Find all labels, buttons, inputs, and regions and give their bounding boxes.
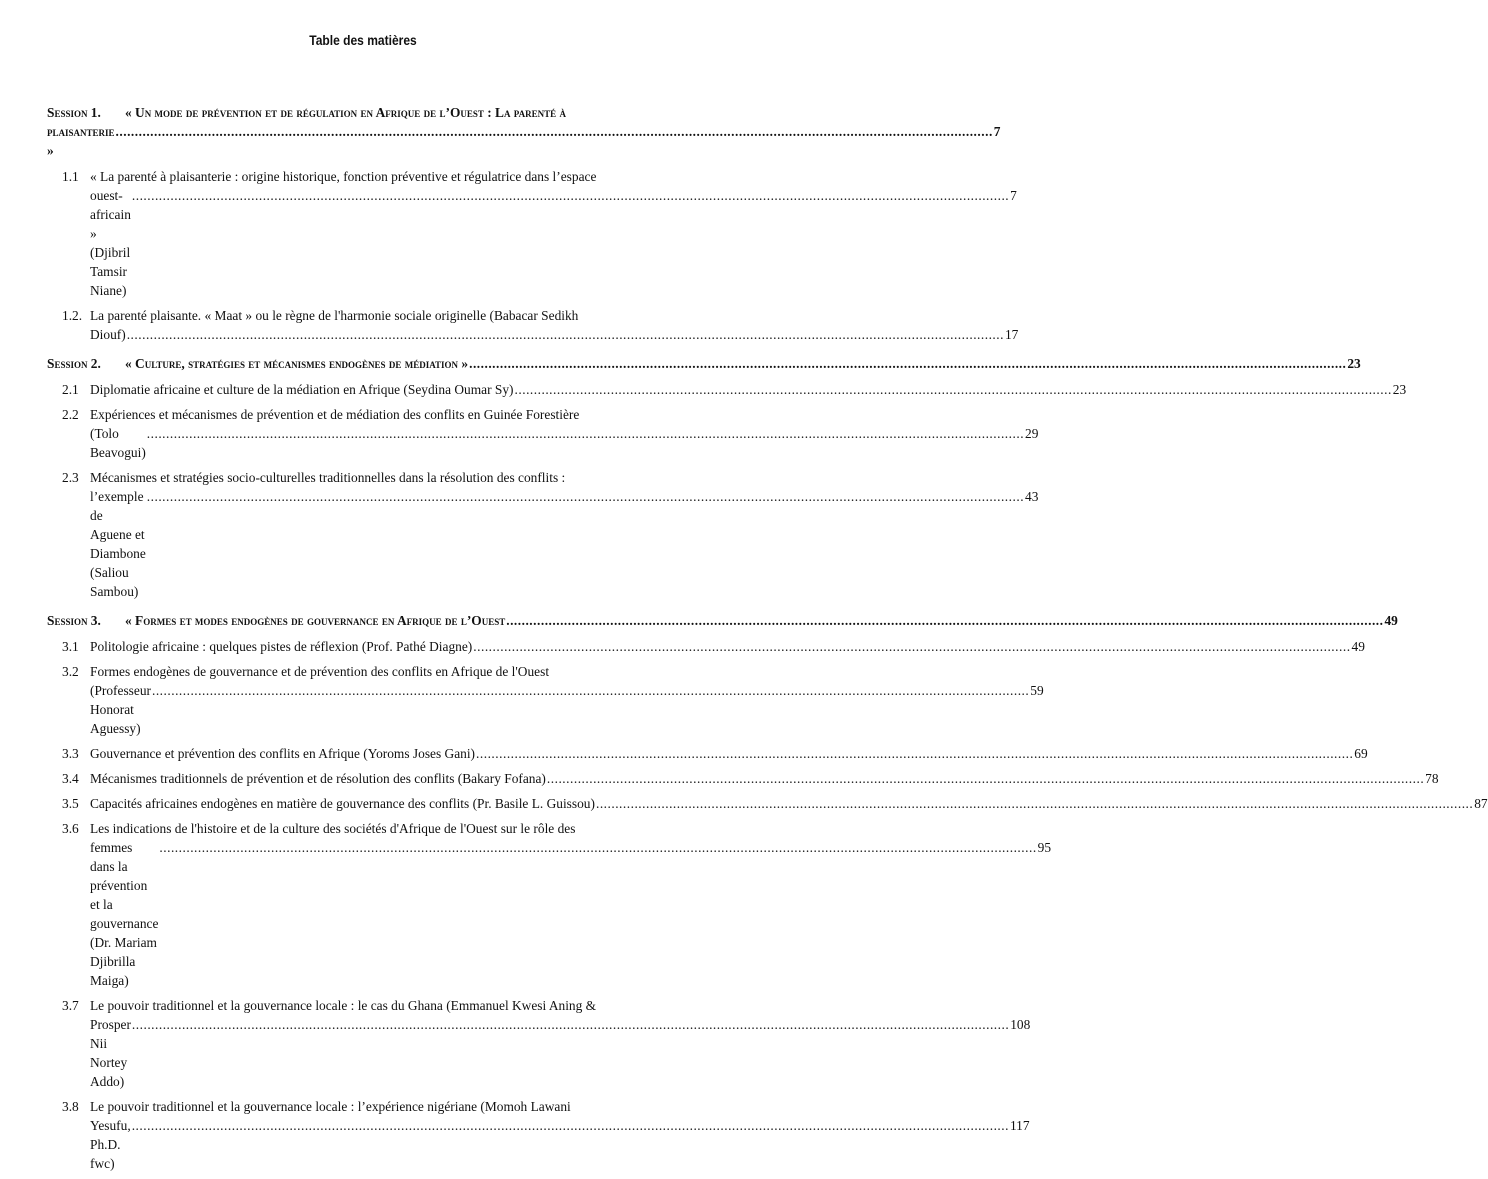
entry-number: 3.3 [62,746,79,761]
toc-session-2[interactable] [47,354,1361,373]
dot-leader [127,325,1004,344]
entry-title-continued: femmes dans la prévention et la gouvernance (Dr. Mariam Djibrilla Maiga) [90,840,159,988]
entry-title: Diplomatie africaine et culture de la médiation en Afrique (Seydina Oumar Sy) [90,382,514,397]
page-number: 59 [1030,683,1044,698]
session-title: « Formes et modes endogènes de gouvernance en Afrique de l’Ouest [125,613,506,628]
session-number: Session 2. [47,356,101,371]
toc-entry-3-8[interactable] [47,1097,1030,1173]
entry-title-continued: (Professeur Honorat Aguessy) [90,683,151,736]
dot-leader [515,380,1392,399]
session-heading-line1 [47,103,652,122]
entry-number: 3.8 [62,1099,79,1114]
page-number: 17 [1004,327,1019,342]
entry-title: « La parenté à plaisanterie : origine historique, fonction préventive et régulatrice dans l’espace [90,169,597,184]
entry-title-continued: Diouf) [90,327,126,342]
entry-title: Mécanismes traditionnels de prévention et de résolution des conflits (Bakary Fofana) [90,771,546,786]
entry-number: 2.3 [62,470,79,485]
entry-title: La parenté plaisante. « Maat » ou le règne de l'harmonie sociale originelle (Babacar Sedikh [90,308,579,323]
entry-title-continued: l’exemple de Aguene et Diambone (Saliou Sambou) [90,489,146,599]
entry-number: 3.5 [62,796,79,811]
page-number: 95 [1037,840,1052,855]
toc-entry-3-5[interactable] [47,794,1488,813]
page-number: 43 [1025,489,1039,504]
entry-title-continued: (Tolo Beavogui) [90,426,146,460]
dot-leader [152,681,1029,700]
dot-leader [476,744,1353,763]
toc-entry-3-2[interactable] [47,662,1044,738]
dot-leader [547,769,1424,788]
page-number: 29 [1025,426,1039,441]
page-number: 49 [1384,613,1398,628]
entry-title: Mécanismes et stratégies socio-culturelles traditionnelles dans la résolution des conflits : [90,470,566,485]
dot-leader [596,794,1473,813]
page-number: 117 [1009,1118,1030,1133]
dot-leader [147,424,1024,443]
dot-leader [116,122,993,141]
entry-number: 3.7 [62,998,79,1013]
entry-title: Formes endogènes de gouvernance et de prévention des conflits en Afrique de l'Ouest [90,664,550,679]
entry-title: Le pouvoir traditionnel et la gouvernance locale : l’expérience nigériane (Momoh Lawani [90,1099,571,1114]
toc-entry-2-2[interactable] [47,405,1039,462]
toc-entry-3-7[interactable] [47,996,1031,1091]
page-number: 23 [1347,356,1361,371]
page-number: 49 [1351,639,1365,654]
entry-number: 2.2 [62,407,79,422]
session-title: « Un mode de prévention et de régulation en Afrique de l’Ouest : La parenté à [125,105,566,120]
page-number: 23 [1392,382,1407,397]
toc-entry-2-3[interactable] [47,468,1039,601]
page-number: 69 [1354,746,1368,761]
entry-title-continued: Yesufu, Ph.D. fwc) [90,1118,131,1171]
entry-number: 3.6 [62,821,79,836]
dot-leader [147,487,1024,506]
toc-entry-3-3[interactable] [47,744,1368,763]
entry-number: 3.1 [62,639,79,654]
entry-number: 3.2 [62,664,79,679]
entry-title-continued: Prosper Nii Nortey Addo) [90,1017,131,1089]
entry-title: Capacités africaines endogènes en matière de gouvernance des conflits (Pr. Basile L. Guissou) [90,796,595,811]
dot-leader [132,1116,1009,1135]
page-number: 87 [1474,796,1488,811]
entry-title: Gouvernance et prévention des conflits en Afrique (Yoroms Joses Gani) [90,746,476,761]
toc-entry-1-2[interactable] [47,306,1019,344]
entry-title: Le pouvoir traditionnel et la gouvernance locale : le cas du Ghana (Emmanuel Kwesi Aning & [90,998,597,1013]
dot-leader [473,637,1350,656]
dot-leader [132,1015,1009,1034]
page-number: 108 [1010,1017,1031,1032]
toc-entry-1-1[interactable] [47,167,1017,300]
toc-entry-3-1[interactable] [47,637,1365,656]
toc-entry-3-6[interactable] [47,819,1052,990]
toc-entry-3-4[interactable] [47,769,1439,788]
entry-title-continued: ouest-africain » (Djibril Tamsir Niane) [90,188,131,298]
table-of-contents [47,103,1488,1179]
page-number: 78 [1425,771,1439,786]
entry-title: Les indications de l'histoire et de la culture des sociétés d'Afrique de l'Ouest sur le rôle des [90,821,576,836]
toc-entry-2-1[interactable] [47,380,1407,399]
toc-session-1[interactable] [47,103,1001,160]
session-number: Session 1. [47,105,101,120]
dot-leader [132,186,1009,205]
session-number: Session 3. [47,613,101,628]
entry-number: 2.1 [62,382,79,397]
dot-leader [506,611,1383,630]
session-title: « Culture, stratégies et mécanismes endogènes de médiation » [125,356,469,371]
toc-session-3[interactable] [47,611,1398,630]
dot-leader [159,838,1036,857]
session-title-continued: plaisanterie » [47,124,115,158]
page-title: Table des matières [309,32,417,48]
entry-number: 1.2. [62,308,83,323]
page-number: 7 [1010,188,1017,203]
entry-title: Politologie africaine : quelques pistes de réflexion (Prof. Pathé Diagne) [90,639,473,654]
dot-leader [469,354,1346,373]
entry-number: 1.1 [62,169,79,184]
entry-number: 3.4 [62,771,79,786]
page-number: 7 [993,124,1001,139]
entry-title: Expériences et mécanismes de prévention et de médiation des conflits en Guinée Forestière [90,407,580,422]
